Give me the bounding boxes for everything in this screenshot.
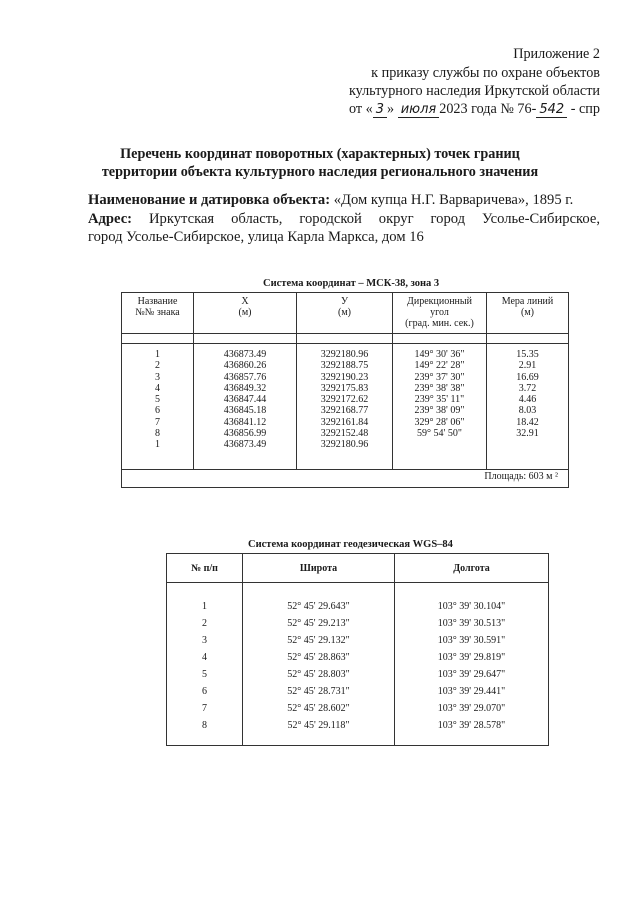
object-name-value: «Дом купца Н.Г. Варваричева», 1895 г. [333,192,574,208]
doc-title-line-1: Перечень координат поворотных (характерных) точек границ [120,146,520,162]
header-direction-line-1: Дирекционный [407,296,472,307]
address-line-1 [88,210,600,229]
date-mid: » [387,101,395,117]
divider [122,333,568,334]
divider [122,343,568,344]
header-latitude: Широта [299,563,338,574]
coordinates-table-wgs84 [166,553,549,746]
header-direction-line-3: (град. мин. сек.) [405,318,474,329]
object-name-line [88,191,600,210]
order-suffix: - спр [570,101,600,117]
column-y: 3292180.96 3292188.75 3292190.23 3292175.83 3292172.62 3292168.77 3292161.84 3292152.48 3292180.96 [320,349,369,451]
column-line-length: 15.35 2.91 16.69 3.72 4.46 8.03 18.42 32.91 [516,349,539,440]
column-longitude: 103° 39' 30.104" 103° 39' 30.513" 103° 39' 30.591" 103° 39' 29.819" 103° 39' 29.647" 103° 39' 29.441" 103° 39' 29.070" 103° 39' 28.578" [437,601,506,731]
handwritten-month: июля [398,103,440,118]
table1-caption: Система координат – МСК-38, зона 3 [263,278,440,289]
appendix-number: Приложение 2 [513,46,600,62]
column-point-number: 1 2 3 4 5 6 7 8 1 [155,349,160,451]
header-length [487,296,568,318]
column-x: 436873.49 436860.26 436857.76 436849.32 436847.44 436845.18 436841.12 436856.99 436873.49 [223,349,267,451]
header-y-line-1: У [340,296,349,307]
object-name-label: Наименование и датировка объекта: [88,192,331,208]
column-latitude: 52° 45' 29.643" 52° 45' 29.213" 52° 45' 29.132" 52° 45' 28.863" 52° 45' 28.803" 52° 45' 28.731" 52° 45' 28.602" 52° 45' 29.118" [287,601,350,731]
handwritten-order-number: 542 [536,103,567,118]
doc-title-line-2: территории объекта культурного наследия регионального значения [101,164,539,180]
date-prefix: от « [349,101,373,117]
divider [167,582,548,583]
coordinates-table-msk38 [121,292,569,488]
header-x-line-2: (м) [238,307,252,318]
address-value-1: Иркутская область, городской округ город Усолье-Сибирское, [149,211,600,227]
header-direction-line-2: угол [430,307,449,318]
header-length-line-2: (м) [521,307,534,318]
header-length-line-1: Мера линий [501,296,554,307]
appendix-date-line [349,100,600,118]
divider [122,469,568,470]
header-name [122,296,193,318]
header-y-line-2: (м) [338,307,351,318]
area-value: Площадь: 603 м ² [484,471,558,482]
header-name-line-1: Название [137,296,178,307]
header-y [297,296,392,318]
header-name-line-2: №№ знака [135,307,180,318]
header-direction [393,296,486,329]
address-label: Адрес: [88,211,133,227]
header-x [194,296,296,318]
header-number: № п/п [191,563,218,574]
table2-caption: Система координат геодезическая WGS–84 [248,539,453,550]
header-longitude: Долгота [453,563,490,574]
appendix-order-ref: к приказу службы по охране объектов [371,65,600,81]
column-row-number: 1 2 3 4 5 6 7 8 [202,601,207,731]
header-x-line-1: X [241,296,249,307]
handwritten-day: 3 [373,103,387,118]
date-year-text: 2023 года № 76- [439,101,537,117]
column-direction-angle: 149° 30' 36" 149° 22' 28" 239° 37' 30" 239° 38' 38" 239° 35' 11" 239° 38' 09" 329° 28' 06" 59° 54' 50" [414,349,465,440]
appendix-service-name: культурного наследия Иркутской области [348,83,600,99]
address-line-2: город Усолье-Сибирское, улица Карла Маркса, дом 16 [88,229,424,245]
